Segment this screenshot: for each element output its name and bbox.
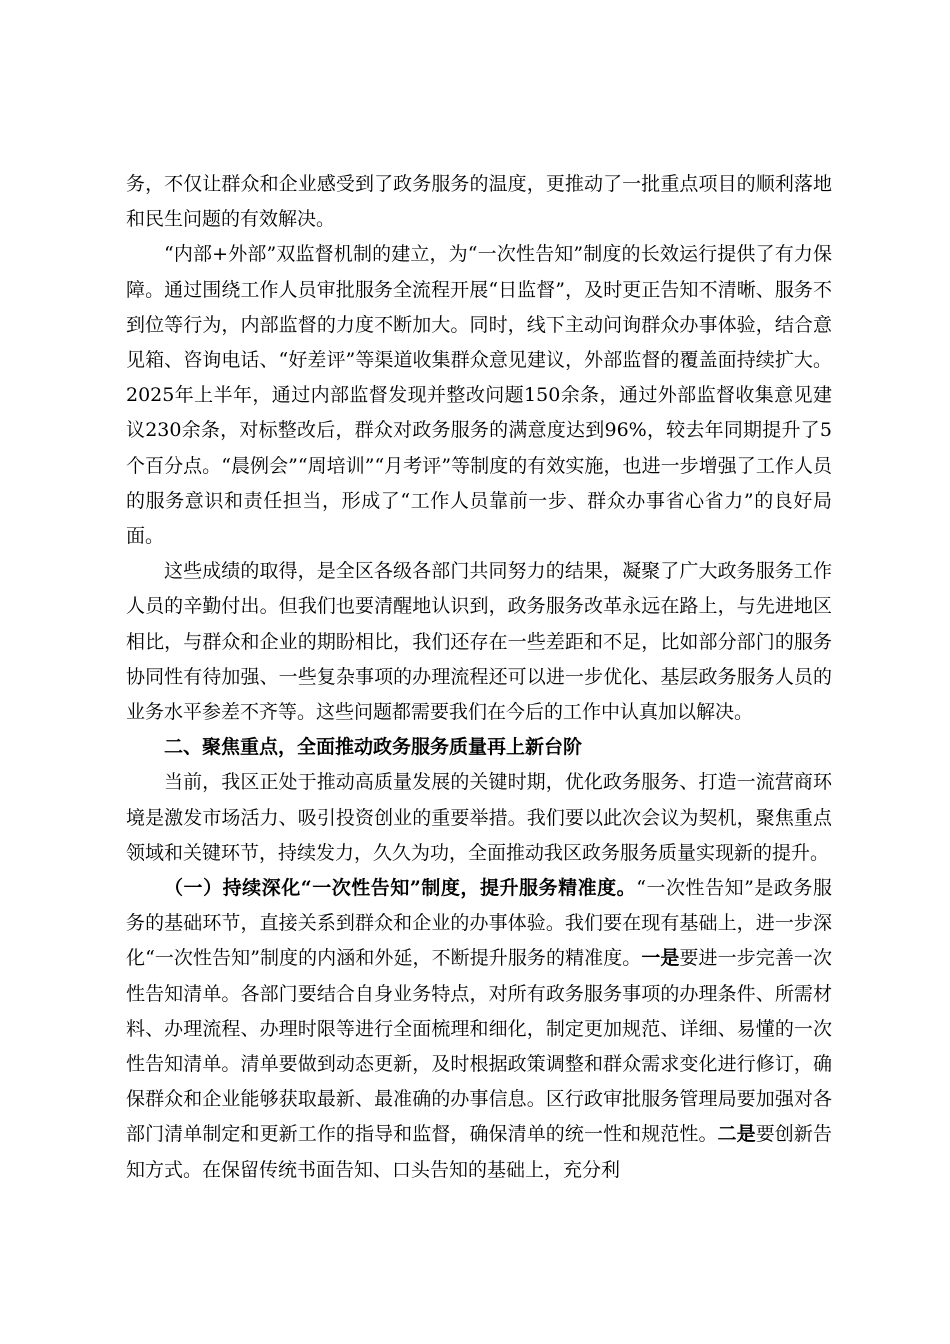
subsection-text-2: 要进一步完善一次性告知清单。各部门要结合自身业务特点，对所有政务服务事项的办理条件、所需材料、办理流程、办理时限等进行全面梳理和细化，制定更加规范、详细、易懂的一次性告知清单。清单要做到动态更新，及时根据政策调整和群众需求变化进行修订，确保群众和企业能够获取最新、最准确的办事信息。区行政审批服务管理局要加强对各部门清单制定和更新工作的指导和监督，确保清单的统一性和规范性。	[126, 947, 832, 1146]
document-body	[126, 167, 832, 1188]
subsection-text-3: 要创新告知方式。在保留传统书面告知、口头告知的基础上，充分利	[126, 1123, 832, 1181]
section-heading: 二、聚焦重点，全面推动政务服务质量再上新台阶	[164, 736, 583, 759]
paragraph-achievements: 这些成绩的取得，是全区各级各部门共同努力的结果，凝聚了广大政务服务工作人员的辛勤付出。但我们也要清醒地认识到，政务服务改革永远在路上，与先进地区相比，与群众和企业的期盼相比，我们还存在一些差距和不足，比如部分部门的服务协同性有待加强、一些复杂事项的办理流程还可以进一步优化、基层政务服务人员的业务水平参差不齐等。这些问题都需要我们在今后的工作中认真加以解决。	[126, 560, 832, 724]
subsection-label-2: 二是	[717, 1123, 756, 1146]
subsection-label-1: 一是	[641, 947, 680, 970]
paragraph-subsection-one	[126, 871, 832, 1188]
subsection-text-1: “一次性告知”是政务服务的基础环节，直接关系到群众和企业的办事体验。我们要在现有基础上，进一步深化“一次性告知”制度的内涵和外延，不断提升服务的精准度。	[126, 877, 832, 970]
subsection-title: （一）持续深化“一次性告知”制度，提升服务精准度。	[164, 877, 637, 900]
paragraph-intro: 当前，我区正处于推动高质量发展的关键时期，优化政务服务、打造一流营商环境是激发市场活力、吸引投资创业的重要举措。我们要以此次会议为契机，聚焦重点领域和关键环节，持续发力，久久为功，全面推动我区政务服务质量实现新的提升。	[126, 771, 832, 864]
paragraph-supervision: “内部+外部”双监督机制的建立，为“一次性告知”制度的长效运行提供了有力保障。通过围绕工作人员审批服务全流程开展“日监督”，及时更正告知不清晰、服务不到位等行为，内部监督的力度不断加大。同时，线下主动问询群众办事体验，结合意见箱、咨询电话、“好差评”等渠道收集群众意见建议，外部监督的覆盖面持续扩大。2025年上半年，通过内部监督发现并整改问题150余条，通过外部监督收集意见建议230余条，对标整改后，群众对政务服务的满意度达到96%，较去年同期提升了5个百分点。“晨例会”“周培训”“月考评”等制度的有效实施，也进一步增强了工作人员的服务意识和责任担当，形成了“工作人员靠前一步、群众办事省心省力”的良好局面。	[126, 243, 832, 548]
paragraph-continuation: 务，不仅让群众和企业感受到了政务服务的温度，更推动了一批重点项目的顺利落地和民生问题的有效解决。	[126, 173, 832, 231]
